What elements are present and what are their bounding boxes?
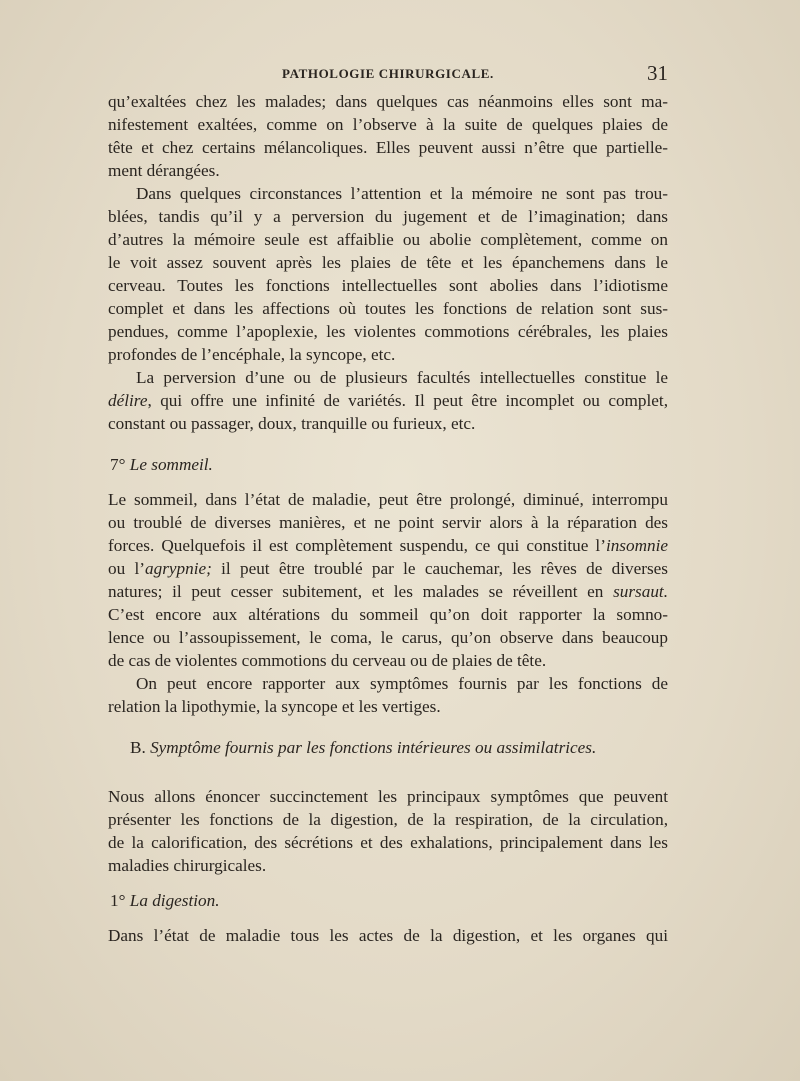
text-line: Nous allons énoncer succinctement les principaux symptômes que peuvent [108, 787, 668, 806]
paragraph-exaltees [108, 90, 668, 182]
subheading-number: 1° [110, 891, 126, 910]
text-line: Dans quelques circonstances l’attention et la mémoire ne sont pas trou- [136, 184, 668, 203]
subheading-title: La digestion. [129, 891, 220, 910]
text-fragment: natures; il peut cesser subitement, et les malades se réveillent en [108, 582, 614, 601]
page-number: 31 [647, 61, 668, 85]
text-line: maladies chirurgicales. [108, 856, 267, 875]
subheading-title: Le sommeil. [129, 455, 213, 474]
text-fragment: forces. Quelquefois il est complètement suspendu, ce qui constitue l’ [108, 536, 606, 555]
text-line: relation la lipothymie, la syncope et les vertiges. [108, 697, 441, 716]
text-line [108, 580, 668, 603]
text-line: complet et dans les affections où toutes les fonctions de relation sont sus- [108, 299, 668, 318]
text-line: constant ou passager, doux, tranquille ou furieux, etc. [108, 414, 476, 433]
italic-term: agrypnie; [145, 559, 212, 578]
text-line: La perversion d’une ou de plusieurs facultés intellectuelles constitue le [136, 368, 668, 387]
section-heading-b [108, 736, 668, 759]
paragraph-fonctions-interieures [108, 785, 668, 877]
running-head: PATHOLOGIE CHIRURGICALE. [282, 66, 494, 81]
paragraph-digestion [108, 924, 668, 947]
text-line: le voit assez souvent après les plaies de tête et les épanchemens dans le [108, 253, 668, 272]
section-title: Symptôme fournis par les fonctions intérieures ou assimilatrices. [150, 738, 597, 757]
paragraph-attention-memoire [108, 182, 668, 366]
page-header [0, 61, 800, 86]
section-letter: B. [130, 738, 146, 757]
italic-term: insomnie [605, 536, 668, 555]
text-line [108, 534, 668, 557]
text-line: présenter les fonctions de la digestion, de la respiration, de la circulation, [108, 810, 668, 829]
text-line: qu’exaltées chez les malades; dans quelques cas néanmoins elles sont ma- [108, 92, 668, 111]
text-line: ou troublé de diverses manières, et ne point servir alors à la réparation des [108, 513, 668, 532]
text-line: d’autres la mémoire seule est affaiblie ou abolie complètement, comme on [108, 230, 668, 249]
text-line: nifestement exaltées, comme on l’observe à la suite de quelques plaies de [108, 115, 668, 134]
subheading-number: 7° [110, 455, 126, 474]
paragraph-lipothymie [108, 672, 668, 718]
text-line [108, 389, 668, 412]
text-line: de cas de violentes commotions du cerveau ou de plaies de tête. [108, 651, 547, 670]
subheading-digestion [108, 889, 668, 912]
text-fragment: il peut être troublé par le cauchemar, les rêves de diverses [211, 559, 668, 578]
text-line: C’est encore aux altérations du sommeil qu’on doit rapporter la somno- [108, 605, 668, 624]
text-line: Le sommeil, dans l’état de maladie, peut être prolongé, diminué, interrompu [108, 490, 668, 509]
body-text [108, 90, 668, 947]
text-line [108, 557, 668, 580]
italic-term: sursaut. [613, 582, 668, 601]
subheading-sommeil [108, 453, 668, 476]
paragraph-delire [108, 366, 668, 435]
text-line: cerveau. Toutes les fonctions intellectuelles sont abolies dans l’idiotisme [108, 276, 668, 295]
italic-term: délire [108, 391, 148, 410]
paragraph-sommeil [108, 488, 668, 672]
text-fragment: , qui offre une infinité de variétés. Il peut être incomplet ou complet, [147, 391, 668, 410]
text-line: On peut encore rapporter aux symptômes fournis par les fonctions de [136, 674, 668, 693]
text-fragment: ou l’ [108, 559, 145, 578]
text-line: profondes de l’encéphale, la syncope, etc. [108, 345, 396, 364]
text-line: tête et chez certains mélancoliques. Elles peuvent aussi n’être que partielle- [108, 138, 668, 157]
text-line: ment dérangées. [108, 161, 220, 180]
text-line: blées, tandis qu’il y a perversion du jugement et de l’imagination; dans [108, 207, 668, 226]
text-line: pendues, comme l’apoplexie, les violentes commotions cérébrales, les plaies [108, 322, 668, 341]
text-line: de la calorification, des sécrétions et des exhalations, principalement dans les [108, 833, 668, 852]
text-line: Dans l’état de maladie tous les actes de la digestion, et les organes qui [108, 926, 668, 945]
text-line: lence ou l’assoupissement, le coma, le carus, qu’on observe dans beaucoup [108, 628, 668, 647]
